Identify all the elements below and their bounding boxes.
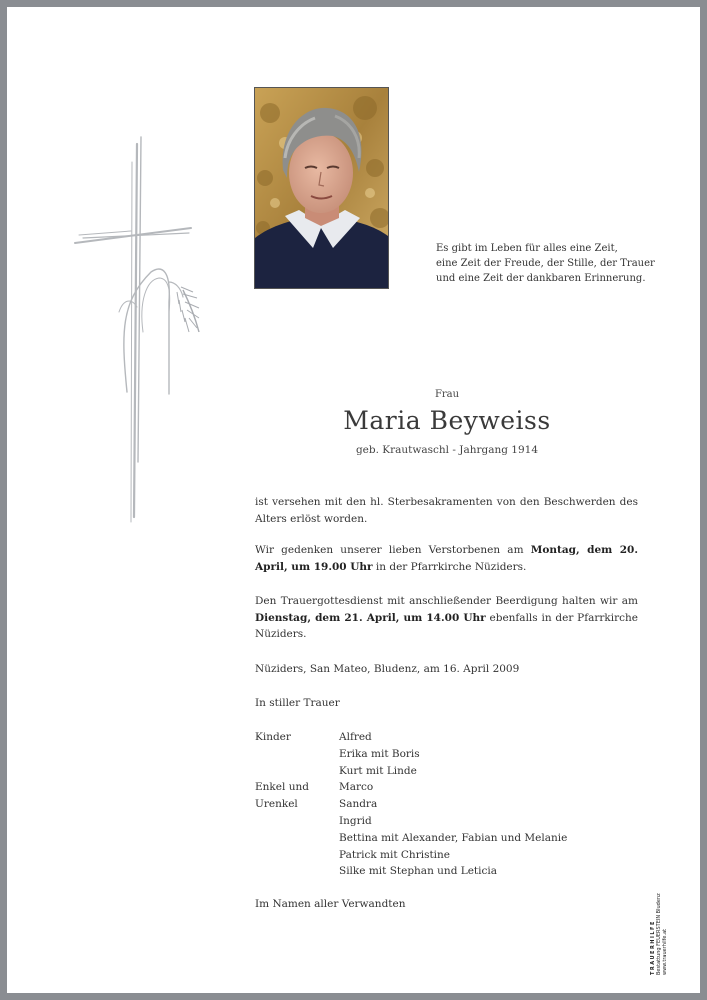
list-item <box>255 729 567 746</box>
verse-line: Es gibt im Leben für alles eine Zeit, <box>436 243 618 254</box>
verse <box>436 241 655 286</box>
list-item <box>255 746 567 763</box>
mourners-list <box>255 729 567 880</box>
mourner-group <box>255 746 339 763</box>
funeral-date: Dienstag, dem 21. April, um 14.00 Uhr <box>255 611 486 624</box>
birth-info: geb. Krautwaschl - Jahrgang 1914 <box>355 444 539 456</box>
imprint-brand: TRAUERHILFE <box>650 920 656 975</box>
obituary-card <box>7 7 700 993</box>
list-item <box>255 813 567 830</box>
mourner-group: Urenkel <box>255 798 298 811</box>
imprint-url: www.trauerhilfe.at <box>662 928 668 975</box>
mourner-name: Kurt mit Linde <box>339 764 417 777</box>
in-quiet-grief: In stiller Trauer <box>255 697 340 709</box>
mourner-name: Silke mit Stephan und Leticia <box>339 865 498 878</box>
list-item <box>255 847 567 864</box>
mourner-name: Bettina mit Alexander, Fabian und Melanie <box>339 831 568 844</box>
memorial-text-a: Wir gedenken unserer lieben Verstorbenen am <box>255 544 531 556</box>
funeral-text-a: Den Trauergottesdienst mit anschließender Beerdigung halten wir am <box>255 595 638 607</box>
place-date: Nüziders, San Mateo, Bludenz, am 16. April 2009 <box>255 663 520 675</box>
mourner-group <box>255 830 339 847</box>
list-item <box>255 763 567 780</box>
mourner-name: Ingrid <box>339 814 372 827</box>
closing-line: Im Namen aller Verwandten <box>255 898 406 910</box>
mourner-group <box>255 863 339 880</box>
memorial-text-c: in der Pfarrkirche Nüziders. <box>372 560 527 573</box>
funeral-text-c: ebenfalls in der Pfarrkirche Nüziders. <box>255 611 639 640</box>
list-item <box>255 863 567 880</box>
mourner-name: Erika mit Boris <box>339 747 420 760</box>
list-item <box>255 796 567 813</box>
funeral-text <box>255 593 638 643</box>
mourner-name: Marco <box>339 781 374 794</box>
death-notice-text: ist versehen mit den hl. Sterbesakramenten von den Beschwerden des Alters erlöst worden. <box>255 496 638 525</box>
mourner-group <box>255 813 339 830</box>
mourner-group: Kinder <box>255 731 291 743</box>
salutation: Frau <box>434 389 460 400</box>
mourner-name: Sandra <box>339 798 378 811</box>
mourner-name: Alfred <box>339 731 372 743</box>
portrait-photo <box>254 87 389 289</box>
list-item <box>255 779 567 796</box>
mourner-group: Enkel und <box>255 781 309 794</box>
memorial-date: Montag, dem 20. April, um 19.00 Uhr <box>255 544 638 573</box>
mourner-group <box>255 763 339 780</box>
verse-line: und eine Zeit der dankbaren Erinnerung. <box>436 273 646 284</box>
memorial-text <box>255 542 638 575</box>
mourner-group <box>255 847 339 864</box>
funeral-home-imprint <box>650 893 668 975</box>
list-item <box>255 830 567 847</box>
verse-line: eine Zeit der Freude, der Stille, der Trauer <box>436 258 655 269</box>
cross-with-wheat-icon <box>71 132 211 527</box>
imprint-line: Bestattung FEUERSTEIN Bludenz <box>656 893 662 975</box>
mourner-name: Patrick mit Christine <box>339 848 451 861</box>
deceased-name: Maria Beyweiss <box>343 406 551 435</box>
